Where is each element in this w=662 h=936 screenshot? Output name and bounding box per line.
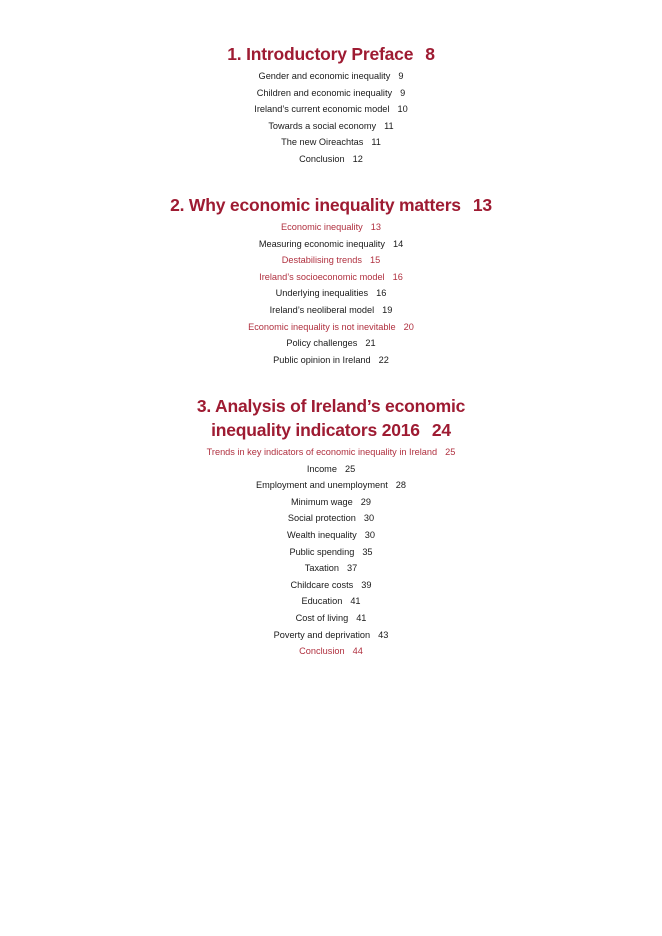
toc-section-3 [0,394,662,660]
toc-entry[interactable] [0,151,662,168]
entry-page-number: 9 [398,71,404,81]
entry-label: Taxation [304,563,339,574]
entry-page-number: 16 [392,271,403,282]
entry-page-number: 39 [361,579,372,590]
entry-label: Minimum wage [290,496,353,507]
entry-label: Education [301,596,343,607]
toc-entry[interactable] [0,319,662,336]
toc-entry[interactable] [0,610,662,627]
entry-page-number: 12 [352,153,363,164]
entry-page-number: 21 [365,338,376,349]
toc-entry-list [0,219,662,368]
toc-section-1 [0,42,662,168]
entry-label: Social protection [287,513,356,524]
entry-label: Towards a social economy [268,120,377,131]
toc-entry[interactable] [0,510,662,527]
section-page-number: 24 [431,420,451,440]
entry-label: Underlying inequalities [275,288,369,299]
toc-entry[interactable] [0,593,662,610]
toc-entry[interactable] [0,252,662,269]
entry-page-number: 16 [376,288,387,299]
entry-page-number: 37 [346,563,358,574]
entry-page-number: 41 [356,612,367,623]
entry-page-number: 11 [384,120,394,131]
toc-entry[interactable] [0,118,662,135]
toc-entry[interactable] [0,627,662,644]
toc-entry[interactable] [0,461,662,478]
entry-page-number: 22 [378,354,389,365]
entry-label: Ireland’s current economic model [254,104,390,115]
toc-entry[interactable] [0,335,662,352]
entry-label: Children and economic inequality [256,87,393,98]
toc-entry[interactable] [0,85,662,102]
entry-label: Economic inequality [281,222,363,232]
entry-label: Ireland’s neoliberal model [269,304,375,315]
toc-entry[interactable] [0,444,662,461]
entry-page-number: 43 [378,629,389,640]
toc-entry[interactable] [0,134,662,151]
entry-page-number: 30 [364,529,376,540]
section-title-text: 1. Introductory Preface [227,44,414,64]
toc-section-2 [0,193,662,368]
toc-entry[interactable] [0,219,662,236]
entry-page-number: 15 [369,255,381,266]
toc-section-title[interactable] [0,394,662,442]
entry-page-number: 28 [395,480,406,491]
entry-label: Cost of living [295,612,349,623]
entry-page-number: 13 [370,222,381,232]
entry-label: Trends in key indicators of economic inequality in Ireland [206,447,438,457]
toc-entry[interactable] [0,352,662,369]
toc-section-title[interactable] [0,42,662,66]
entry-page-number: 9 [400,87,406,98]
entry-label: Public spending [289,546,355,557]
entry-page-number: 29 [360,496,371,507]
toc-entry[interactable] [0,560,662,577]
toc-entry[interactable] [0,101,662,118]
toc-entry[interactable] [0,643,662,660]
toc-entry[interactable] [0,68,662,85]
entry-page-number: 25 [445,447,456,457]
entry-page-number: 11 [371,137,381,148]
section-title-line-2: inequality indicators 2016 [211,420,420,440]
entry-label: Poverty and deprivation [273,629,371,640]
toc-entry[interactable] [0,302,662,319]
entry-label: Public opinion in Ireland [273,354,371,365]
section-page-number: 13 [472,195,492,215]
entry-label: Gender and economic inequality [258,71,391,81]
entry-label: Conclusion [299,153,345,164]
entry-page-number: 30 [363,513,375,524]
entry-label: Ireland’s socioeconomic model [259,271,385,282]
entry-label: Destabilising trends [281,255,362,266]
toc-entry[interactable] [0,477,662,494]
toc-section-title[interactable] [0,193,662,217]
entry-page-number: 44 [352,646,363,657]
section-title-line-1: 3. Analysis of Ireland’s economic [196,396,466,416]
toc-entry[interactable] [0,577,662,594]
entry-page-number: 25 [344,463,356,474]
entry-page-number: 19 [382,304,393,315]
toc-entry[interactable] [0,236,662,253]
entry-label: Employment and unemployment [256,480,388,491]
toc-entry[interactable] [0,544,662,561]
section-page-number: 8 [425,44,435,64]
toc-entry[interactable] [0,285,662,302]
entry-label: Measuring economic inequality [258,238,385,249]
toc-entry[interactable] [0,269,662,286]
entry-label: Income [306,463,337,474]
toc-entry-list [0,444,662,660]
entry-page-number: 35 [362,546,373,557]
section-title-text: 2. Why economic inequality matters [170,195,461,215]
toc-entry-list [0,68,662,168]
toc-entry[interactable] [0,494,662,511]
entry-label: Wealth inequality [286,529,357,540]
entry-label: The new Oireachtas [281,137,364,148]
entry-label: Economic inequality is not inevitable [248,321,396,332]
entry-label: Conclusion [299,646,345,657]
entry-page-number: 20 [403,321,414,332]
entry-page-number: 10 [397,104,408,115]
entry-page-number: 41 [350,596,361,607]
entry-page-number: 14 [392,238,404,249]
entry-label: Childcare costs [290,579,354,590]
entry-label: Policy challenges [286,338,358,349]
toc-entry[interactable] [0,527,662,544]
